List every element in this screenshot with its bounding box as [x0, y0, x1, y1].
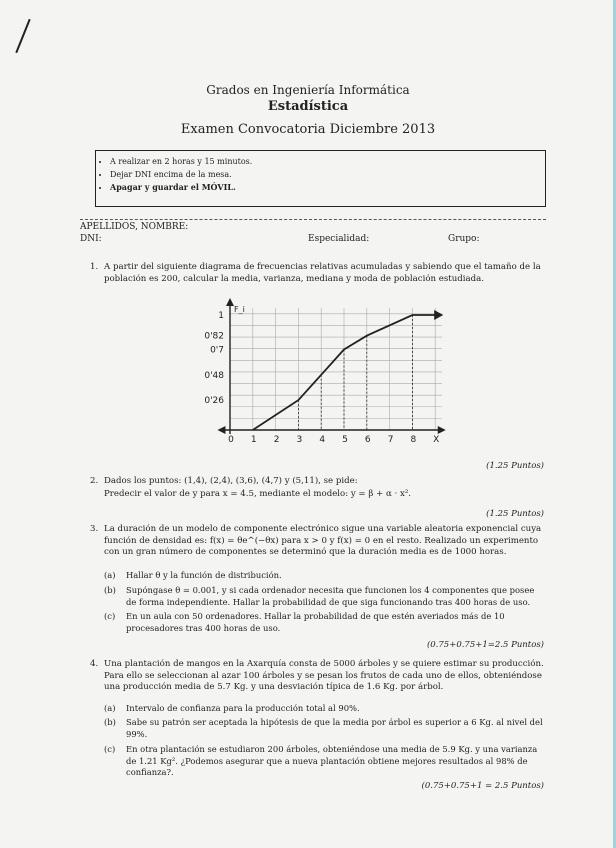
instruction-text: Dejar DNI encima de la mesa. [110, 170, 232, 179]
x-tick-label: 1 [250, 435, 257, 445]
part-text: Intervalo de confianza para la producción total al 90%. [126, 703, 360, 713]
question-2-points: (1.25 Puntos) [486, 509, 544, 519]
y-tick-label: 0'7 [210, 345, 224, 356]
question-4 [90, 659, 548, 694]
question-number: 4. [90, 659, 99, 669]
instruction-item: • A realizar en 2 horas y 15 minutos. [110, 155, 545, 168]
question-4-part-b [104, 717, 546, 740]
question-3-points: (0.75+0.75+1=2.5 Puntos) [426, 640, 544, 650]
question-3-part-b [104, 585, 546, 608]
degree-title: Grados en Ingeniería Informática [206, 83, 410, 97]
part-text: Sabe su patrón ser aceptada la hipótesis de que la media por árbol es superior a 6 Kg. al nivel del 99%. [126, 717, 543, 739]
question-3-part-c [104, 611, 546, 634]
question-number: 1. [90, 262, 99, 272]
part-text: Hallar θ y la función de distribución. [126, 570, 282, 580]
x-tick-label: 0 [228, 435, 234, 445]
x-tick-label: 7 [387, 435, 394, 445]
x-axis-left-arrow-icon [217, 426, 225, 434]
question-text: La duración de un modelo de componente electrónico sigue una variable aleatoria exponencial cuya función de densidad es: f(x) = θe^(−θx) para x > 0 y f(x) = 0 en el resto. Realizado un experimento con un gran número de componentes se determinó que la duración media es de 1000 horas. [104, 524, 542, 557]
dni-label: DNI: [80, 234, 102, 244]
question-3 [90, 524, 548, 559]
instruction-text-bold: Apagar y guardar el MÓVIL. [110, 182, 236, 192]
question-1-points: (1.25 Puntos) [486, 461, 544, 471]
question-2 [90, 476, 548, 488]
question-number: 2. [90, 476, 99, 486]
y-tick-label: 0'82 [204, 331, 224, 342]
part-label: (a) [104, 570, 116, 580]
x-tick-label: 8 [410, 435, 417, 445]
part-label: (c) [104, 744, 116, 754]
y-tick-label: 0'26 [204, 396, 224, 407]
x-tick-label: 3 [296, 435, 303, 445]
part-label: (b) [104, 717, 116, 727]
name-label: APELLIDOS, NOMBRE: [80, 222, 189, 232]
question-2-subtext: Predecir el valor de y para x = 4.5, mediante el modelo: y = β + α · x². [104, 489, 412, 499]
part-text: Supóngase θ = 0.001, y si cada ordenador necesita que funcionen los 4 componentes que posee de forma independiente. Hallar la probabilidad de que siga funcionando tras 400 horas de uso. [126, 585, 535, 607]
exam-title: Examen Convocatoria Diciembre 2013 [180, 122, 436, 137]
y-tick-label: 0'48 [204, 370, 224, 381]
line-end-arrow-icon [434, 310, 443, 320]
y-tick-label: 1 [218, 311, 224, 321]
question-text: Una plantación de mangos en la Axarquía consta de 5000 árboles y se quiere estimar su producción. Para ello se seleccionan al azar 100 árboles y se pesan los frutos de cada uno de ellos, obteniéndose una producción media de 5.7 Kg. y una desviación típica de 1.6 Kg. por árbol. [104, 659, 544, 692]
question-3-part-a [104, 570, 546, 582]
y-axis-label: F_i [234, 305, 245, 314]
part-label: (c) [104, 611, 116, 621]
y-axis-arrow-icon [226, 298, 234, 306]
part-text: En otra plantación se estudiaron 200 árboles, obteniéndose una media de 5.9 Kg. y una varianza de 1.21 Kg². ¿Podemos asegurar que a nueva plantación obtiene mejores resultados al 98% de confianza?. [126, 744, 538, 777]
group-label: Grupo: [448, 234, 480, 244]
question-4-points: (0.75+0.75+1 = 2.5 Puntos) [421, 781, 544, 791]
specialty-label: Especialidad: [308, 234, 370, 244]
x-tick-label: 2 [273, 435, 280, 445]
x-tick-label: 6 [364, 435, 371, 445]
x-tick-label: X [433, 435, 440, 445]
part-text: En un aula con 50 ordenadores. Hallar la probabilidad de que estén averiados más de 10 procesadores tras 400 horas de uso. [126, 611, 505, 633]
question-text: A partir del siguiente diagrama de frecuencias relativas acumuladas y sabiendo que el tamaño de la población es 200, calcular la media, varianza, mediana y moda de población estudiada. [104, 262, 541, 284]
question-4-part-a [104, 703, 546, 715]
x-axis-arrow-icon [438, 426, 446, 434]
question-number: 3. [90, 524, 99, 534]
part-label: (b) [104, 585, 116, 595]
question-4-part-c [104, 744, 546, 779]
x-tick-label: 5 [342, 435, 348, 445]
subject-title: Estadística [267, 99, 349, 114]
x-tick-label: 4 [319, 435, 326, 445]
part-label: (a) [104, 703, 116, 713]
question-text: Dados los puntos: (1,4), (2,4), (3,6), (4,7) y (5,11), se pide: [104, 476, 358, 486]
